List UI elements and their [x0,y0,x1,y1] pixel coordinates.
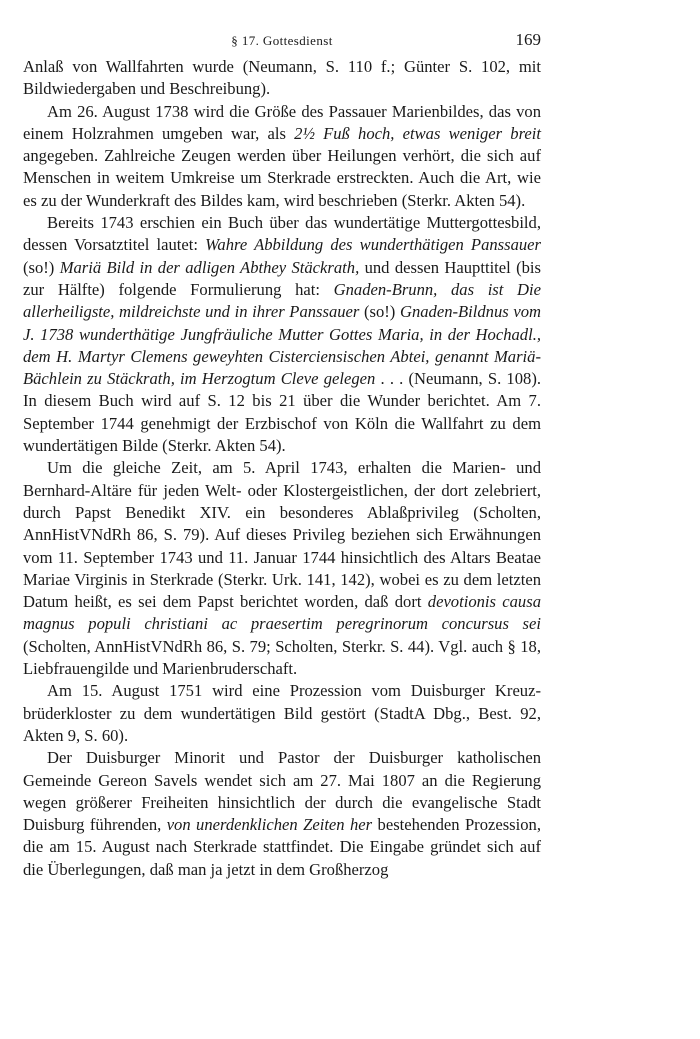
paragraph [23,747,541,881]
italic-run: devotionis causa magnus populi christiani ac praesertim peregrinorum concursus sei [23,592,541,634]
page-number: 169 [515,30,541,49]
paragraph [23,457,541,680]
text-run: (so!) [359,302,400,322]
running-head [23,30,541,56]
text-run: angegeben. Zahlreiche Zeugen werden über Heilungen verhört, die sich auf Menschen in weitem Umkreise um Sterkrade erstreckten. Auch die Art, wie es zu der Wunderkraft des Bildes kam, wird beschrieben (Sterkr. Akten 54). [23,146,541,210]
text-run: bestehenden Prozession, die am 15. August nach Sterkrade stattfindet. Die Eingabe gründet sich auf die Überlegungen, daß man ja jetzt in dem Großherzog [23,815,541,879]
italic-run: von unerdenklichen Zeiten her [166,815,373,835]
text-run: Bereits 1743 erschien ein Buch über das wundertätige Muttergottesbild, dessen Vorsatztitel lautet: [23,213,541,255]
italic-run: Gnaden-Brunn, das ist Die allerheiligste, mildreichste und in ihrer Panssauer [23,279,541,322]
text-run: Am 26. August 1738 wird die Größe des Passauer Marienbildes, das von einem Holzrahmen umgeben war, als [23,101,541,143]
text-run: (so!) [23,257,60,277]
paragraph [23,101,541,212]
text-run: (Scholten, AnnHistVNdRh 86, S. 79; Scholten, Sterkr. S. 44). Vgl. auch § 18, Liebfrauengilde und Marienbruderschaft. [23,636,541,679]
paragraph [23,56,541,101]
text-run: Der Duisburger Minorit und Pastor der Duisburger katholischen Gemeinde Gereon Savels wendet sich am 27. Mai 1807 an die Regierung wegen größerer Freiheiten hinsichtlich der durch die evangelische Stadt Duisburg führenden, [23,748,541,835]
italic-run: Gnaden-Bildnus vom J. 1738 wunderthätige Jungfräuliche Mutter Gottes Maria, in der Hochadl., dem H. Martyr Clemens geweyhten Cisterciensischen Abtei, genannt Mariä-Bächlein zu Stäckrath, im Herzogtum Cleve gelegen [23,302,542,389]
italic-run: Wahre Abbildung des wunderthätigen Panssauer [205,235,541,255]
text-run: und dessen Haupttitel (bis zur Hälfte) folgende Formulierung hat: [23,257,542,299]
text-run: Anlaß von Wallfahrten wurde (Neumann, S. 110 f.; Günter S. 102, mit Bildwiedergaben und Beschreibung). [23,57,541,99]
text-run: Um die gleiche Zeit, am 5. April 1743, erhalten die Marien- und Bernhard-Altäre für jeden Welt- oder Klostergeistlichen, der dort zelebriert, durch Papst Benedikt XIV. ein besonderes Ablaßprivileg (Scholten, AnnHistVNdRh 86, S. 79). Auf dieses Privileg beziehen sich Erwähnungen vom 11. September 1743 und 11. Januar 1744 hinsichtlich des Altars Beatae Mariae Virginis in Sterkrade (Sterkr. Urk. 141, 142), wobei es zu dem letzten Datum heißt, es sei dem Papst berichtet worden, daß dort [23,458,541,612]
text-run: . . . (Neumann, S. 108). In diesem Buch wird auf S. 12 bis 21 über die Wunder berichtet. Am 7. September 1744 genehmigt der Erzbischof von Köln die Wallfahrt zu dem wundertätigen Bilde (Sterkr. Akten 54). [23,369,541,456]
body-text [23,56,541,881]
italic-run: Mariä Bild in der adligen Abthey Stäckrath, [59,257,360,277]
text-run: Am 15. August 1751 wird eine Prozession vom Duisburger Kreuzbrüderkloster zu dem wundertätigen Bild gestört (StadtA Dbg., Best. 92, Akten 9, S. 60). [23,681,541,745]
italic-run: 2½ Fuß hoch, etwas weniger breit [294,123,541,143]
book-page [23,30,541,881]
paragraph [23,680,541,747]
running-title: § 17. Gottesdienst [231,33,333,48]
paragraph [23,212,541,457]
